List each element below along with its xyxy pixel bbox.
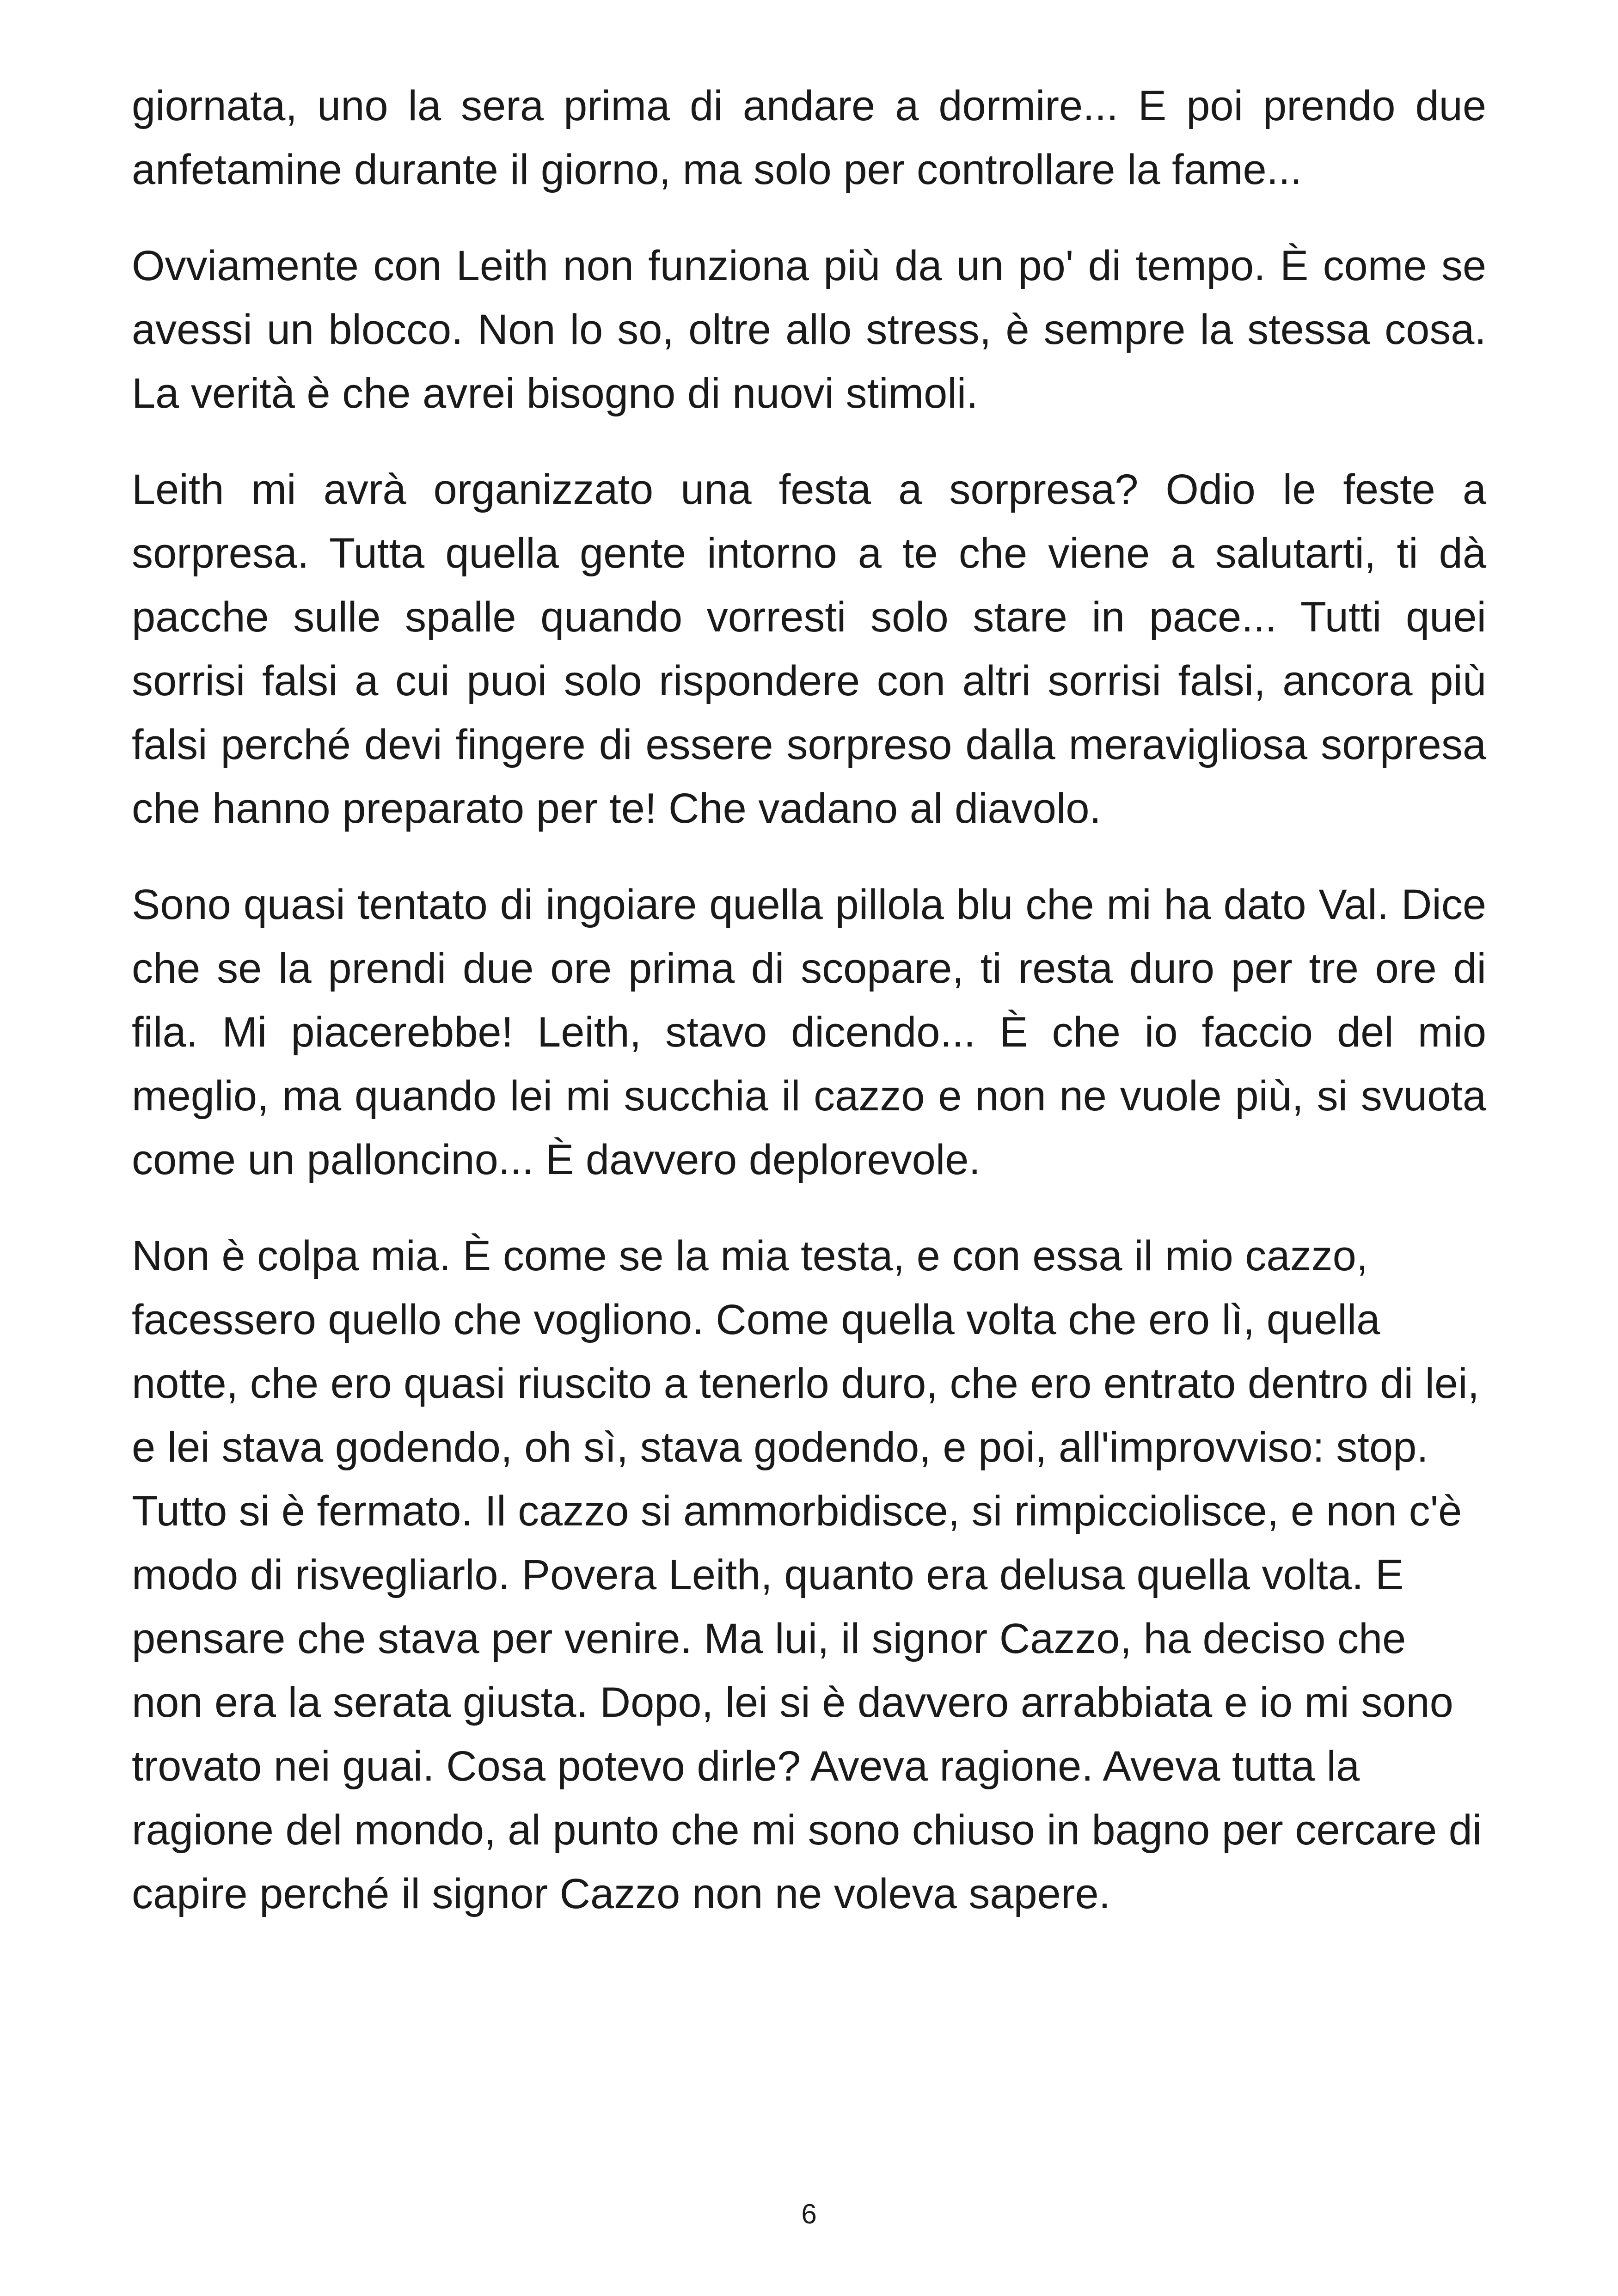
paragraph: Leith mi avrà organizzato una festa a sorpresa? Odio le feste a sorpresa. Tutta quella gente intorno a te che viene a salutarti, ti dà pacche sulle spalle quando vorresti solo stare in pace... Tutti quei sorrisi falsi a cui puoi solo rispondere con altri sorrisi falsi, ancora più falsi perché devi fingere di essere sorpreso dalla meravigliosa sorpresa che hanno preparato per te! Che vadano al diavolo.: [132, 466, 1486, 832]
page-number: 6: [801, 2198, 817, 2229]
paragraph: Sono quasi tentato di ingoiare quella pillola blu che mi ha dato Val. Dice che se la prendi due ore prima di scopare, ti resta duro per tre ore di fila. Mi piacerebbe! Leith, stavo dicendo... È che io faccio del mio meglio, ma quando lei mi succhia il cazzo e non ne vuole più, si svuota come un palloncino... È davvero deplorevole.: [132, 881, 1486, 1183]
paragraph: giornata, uno la sera prima di andare a dormire... E poi prendo due anfetamine durante il giorno, ma solo per controllare la fame...: [132, 82, 1486, 193]
paragraph: Non è colpa mia. È come se la mia testa, e con essa il mio cazzo, facessero quello che vogliono. Come quella volta che ero lì, quella notte, che ero quasi riuscito a tenerlo duro, che ero entrato dentro di lei, e lei stava godendo, oh sì, stava godendo, e poi, all'improvviso: stop. Tutto si è fermato. Il cazzo si ammorbidisce, si rimpicciolisce, e non c'è modo di risvegliarlo. Povera Leith, quanto era delusa quella volta. E pensare che stava per venire. Ma lui, il signor Cazzo, ha deciso che non era la serata giusta. Dopo, lei si è davvero arrabbiata e io mi sono trovato nei guai. Cosa potevo dirle? Aveva ragione. Aveva tutta la ragione del mondo, al punto che mi sono chiuso in bagno per cercare di capire perché il signor Cazzo non ne voleva sapere.: [132, 1232, 1482, 1917]
page-body: [132, 74, 1486, 1958]
paragraph: Ovviamente con Leith non funziona più da un po' di tempo. È come se avessi un blocco. Non lo so, oltre allo stress, è sempre la stessa cosa. La verità è che avrei bisogno di nuovi stimoli.: [132, 242, 1486, 417]
